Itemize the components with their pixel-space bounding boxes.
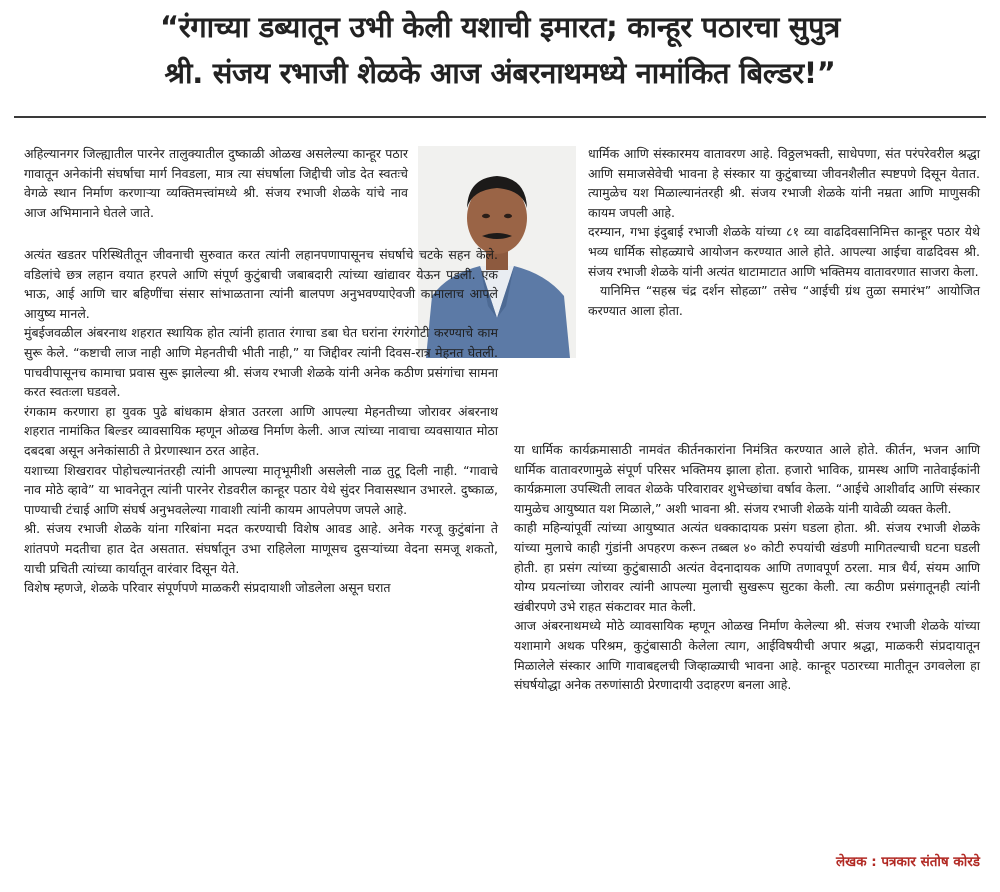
paragraph: अत्यंत खडतर परिस्थितीतून जीवनाची सुरुवात करत त्यांनी लहानपणापासूनच संघर्षाचे चटके सहन केले. वडिलांचे छत्र लहान वयात हरपले आणि संपूर्ण कुटुंबाची जबाबदारी त्यांच्या खांद्यावर येऊन पडली. एक भाऊ, आई आणि चार बहिणींचा संसार सांभाळताना त्यांनी बालपण अनुभवण्याऐवजी कामालाच आपले आयुष्य मानले.: [24, 247, 498, 321]
column-1: [24, 245, 498, 598]
paragraph: काही महिन्यांपूर्वी त्यांच्या आयुष्यात अत्यंत धक्कादायक प्रसंग घडला होता. श्री. संजय रभाजी शेळके यांच्या मुलाचे काही गुंडांनी अपहरण करून तब्बल ४० कोटी रुपयांची खंडणी मागितल्याची घटना घडली होती. हा प्रसंग त्यांच्या कुटुंबासाठी अत्यंत वेदनादायक आणि तणावपूर्ण ठरला. मात्र धैर्य, संयम आणि योग्य प्रयत्नांच्या जोरावर त्यांनी आपल्या मुलाची सुखरूप सुटका केली. त्या कठीण प्रसंगातूनही त्यांनी खंबीरपणे उभे राहत संकटावर मात केली.: [514, 520, 980, 614]
paragraph: या धार्मिक कार्यक्रमासाठी नामवंत कीर्तनकारांना निमंत्रित करण्यात आले होते. कीर्तन, भजन आणि धार्मिक वातावरणामुळे संपूर्ण परिसर भक्तिमय झाला होता. हजारो भाविक, ग्रामस्थ आणि नातेवाईकांनी कार्यक्रमाला उपस्थिती लावत शेळके परिवारावर शुभेच्छांचा वर्षाव केला. “आईचे आशीर्वाद आणि संस्कार यामुळेच आयुष्यात यश मिळाले,” अशी भावना श्री. संजय रभाजी शेळके यांनी यावेळी व्यक्त केली.: [514, 442, 980, 516]
paragraph: मुंबईजवळील अंबरनाथ शहरात स्थायिक होत त्यांनी हातात रंगाचा डबा घेत घरांना रंगरंगोटी करण्याचे काम सुरू केले. “कष्टाची लाज नाही आणि मेहनतीची भीती नाही,” या जिद्दीवर त्यांनी दिवस-रात्र मेहनत घेतली. पाचवीपासूनच कामाचा प्रवास सुरू झालेल्या श्री. संजय रभाजी शेळके यांनी अनेक कठीण प्रसंगांचा सामना करत स्वतःला घडवले.: [24, 325, 498, 400]
column-2-top: [588, 144, 980, 320]
author-byline: लेखक : पत्रकार संतोष कोरडे: [836, 854, 980, 870]
headline-line-2: श्री. संजय रभाजी शेळके आज अंबरनाथमध्ये नामांकित बिल्डर!”: [164, 56, 836, 90]
headline-line-1: “रंगाच्या डब्यातून उभी केली यशाची इमारत; कान्हूर पठारचा सुपुत्र: [160, 10, 840, 44]
paragraph: विशेष म्हणजे, शेळके परिवार संपूर्णपणे माळकरी संप्रदायाशी जोडलेला असून घरात: [24, 580, 391, 596]
headline-divider: [14, 116, 986, 118]
column-1-top: [24, 144, 408, 222]
column-2: [514, 440, 980, 695]
paragraph: रंगकाम करणारा हा युवक पुढे बांधकाम क्षेत्रात उतरला आणि आपल्या मेहनतीच्या जोरावर अंबरनाथ शहरात नामांकित बिल्डर व्यावसायिक म्हणून ओळख निर्माण केली. आज त्यांच्या नावाचा व्यवसायात मोठा दबदबा असून अनेकांसाठी ते प्रेरणास्थान ठरत आहेत.: [24, 403, 498, 458]
paragraph: दरम्यान, गभा इंदुबाई रभाजी शेळके यांच्या ८१ व्या वाढदिवसानिमित्त कान्हूर पठार येथे भव्य धार्मिक सोहळ्याचे आयोजन करण्यात आले होते. आपल्या आईचा वाढदिवस श्री. संजय रभाजी शेळके यांनी अत्यंत थाटामाटात आणि भक्तिमय वातावरणात साजरा केला.: [588, 224, 980, 279]
paragraph: श्री. संजय रभाजी शेळके यांना गरिबांना मदत करण्याची विशेष आवड आहे. अनेक गरजू कुटुंबांना ते शांतपणे मदतीचा हात देत असतात. संघर्षातून उभा राहिलेला माणूसच दुसऱ्यांच्या वेदना समजू शकतो, याची प्रचिती त्यांच्या कार्यातून वारंवार दिसून येते.: [24, 521, 498, 576]
headline: [10, 4, 990, 96]
paragraph: आज अंबरनाथमध्ये मोठे व्यावसायिक म्हणून ओळख निर्माण केलेल्या श्री. संजय रभाजी शेळके यांच्या यशामागे अथक परिश्रम, कुटुंबासाठी केलेला त्याग, आईविषयीची अपार श्रद्धा, माळकरी संप्रदायातून मिळालेले संस्कार आणि गावाबद्दलची जिव्हाळ्याची भावना आहे. कान्हूर पठारच्या मातीतून उगवलेला हा संघर्षयोद्धा अनेक तरुणांसाठी प्रेरणादायी उदाहरण बनला आहे.: [514, 618, 980, 693]
paragraph: धार्मिक आणि संस्कारमय वातावरण आहे. विठ्ठलभक्ती, साधेपणा, संत परंपरेवरील श्रद्धा आणि समाजसेवेची भावना हे संस्कार या कुटुंबाच्या जीवनशैलीत स्पष्टपणे दिसून येतात. त्यामुळेच यश मिळाल्यानंतरही श्री. संजय रभाजी शेळके यांनी नम्रता आणि माणुसकी कायम जपली आहे.: [588, 146, 980, 220]
paragraph: यशाच्या शिखरावर पोहोचल्यानंतरही त्यांनी आपल्या मातृभूमीशी असलेली नाळ तुटू दिली नाही. “गावाचे नाव मोठे व्हावे” या भावनेतून त्यांनी पारनेर रोडवरील कान्हूर पठार येथे सुंदर निवासस्थान उभारले. दुष्काळ, पाण्याची टंचाई आणि संघर्ष अनुभवलेल्या गावाशी त्यांनी कायम आपलेपण जपले आहे.: [24, 462, 498, 517]
paragraph: यानिमित्त “सहस्र चंद्र दर्शन सोहळा” तसेच “आईची ग्रंथ तुळा समारंभ” आयोजित करण्यात आला होता.: [588, 283, 980, 318]
paragraph: अहिल्यानगर जिल्ह्यातील पारनेर तालुक्यातील दुष्काळी ओळख असलेल्या कान्हूर पठार गावातून अनेकांनी संघर्षाचा मार्ग निवडला, मात्र त्या संघर्षाला जिद्दीची जोड देत स्वतःचे वेगळे स्थान निर्माण करणाऱ्या व्यक्तिमत्त्वांमध्ये श्री. संजय रभाजी शेळके यांचे नाव आज अभिमानाने घेतले जाते.: [24, 146, 408, 220]
